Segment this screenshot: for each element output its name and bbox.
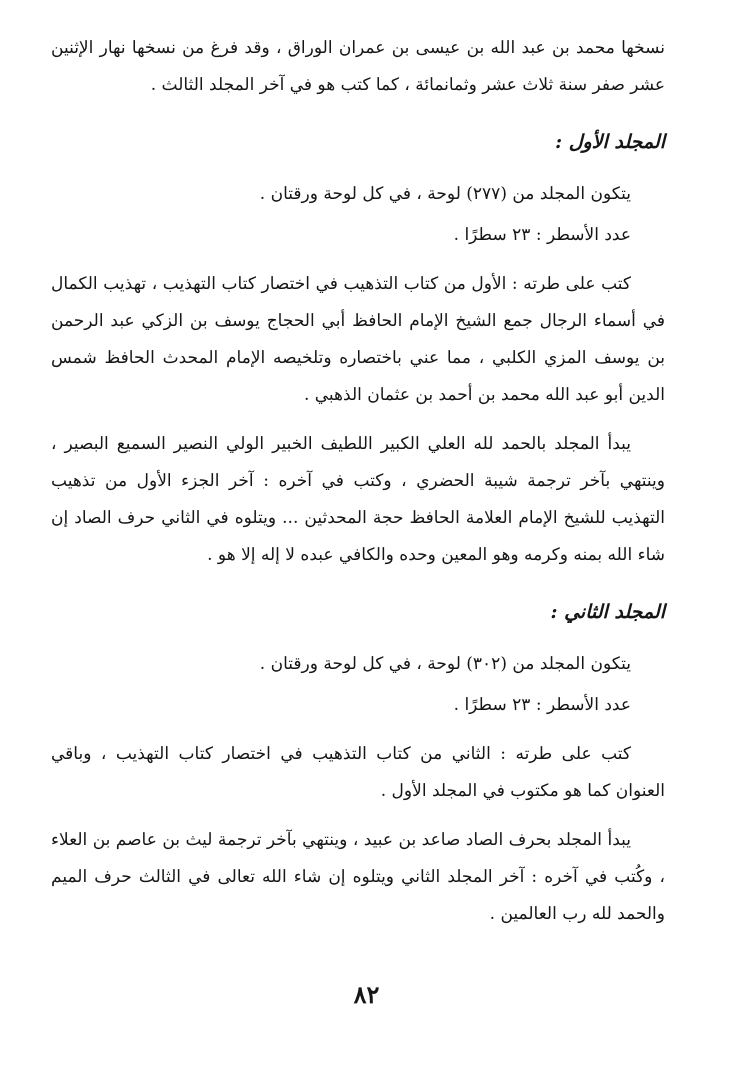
page-content bbox=[51, 30, 665, 933]
volume-2-heading: المجلد الثاني : bbox=[550, 601, 665, 623]
volume-1-lines-count: عدد الأسطر : ٢٣ سطرًا . bbox=[453, 225, 631, 245]
volume-1-content-note: يبدأ المجلد بالحمد لله العلي الكبير اللطيف الخبير الولي النصير السميع البصير ، وينتهي بآخر ترجمة شيبة الحضري ، وكتب في آخره : آخر الجزء الأول من تذهيب التهذيب للشيخ الإمام العلامة الحافظ حجة المحدثين ... ويتلوه في الثاني حرف الصاد إن شاء الله بمنه وكرمه وهو المعين وحده والكافي عبده لا إله إلا هو . bbox=[51, 434, 665, 565]
volume-1-section bbox=[51, 122, 665, 574]
intro-paragraph: نسخها محمد بن عبد الله بن عيسى بن عمران الوراق ، وقد فرغ من نسخها نهار الإثنين عشر صفر سنة ثلاث عشر وثمانمائة ، كما كتب هو في آخر المجلد الثالث . bbox=[51, 38, 665, 95]
volume-2-title-note: كتب على طرته : الثاني من كتاب التذهيب في اختصار كتاب التهذيب ، وباقي العنوان كما هو مكتوب في المجلد الأول . bbox=[51, 744, 665, 801]
volume-2-section bbox=[51, 592, 665, 933]
volume-1-composition: يتكون المجلد من (٢٧٧) لوحة ، في كل لوحة ورقتان . bbox=[259, 184, 631, 204]
volume-2-composition: يتكون المجلد من (٣٠٢) لوحة ، في كل لوحة ورقتان . bbox=[259, 654, 631, 674]
volume-1-heading: المجلد الأول : bbox=[555, 131, 665, 153]
volume-2-content-note: يبدأ المجلد بحرف الصاد صاعد بن عبيد ، وينتهي بآخر ترجمة ليث بن عاصم بن العلاء ، وكُتب في آخره : آخر المجلد الثاني ويتلوه إن شاء الله تعالى في الثالث حرف الميم والحمد لله رب العالمين . bbox=[51, 830, 665, 924]
volume-1-title-note: كتب على طرته : الأول من كتاب التذهيب في اختصار كتاب التهذيب ، تهذيب الكمال في أسماء الرجال جمع الشيخ الإمام الحافظ أبي الحجاج يوسف بن الزكي عبد الرحمن بن يوسف المزي الكلبي ، مما عني باختصاره وتلخيصه الإمام المحدث الحافظ شمس الدين أبو عبد الله محمد بن أحمد بن عثمان الذهبي . bbox=[51, 274, 665, 405]
page-number: ٨٢ bbox=[353, 980, 380, 1009]
volume-2-lines-count: عدد الأسطر : ٢٣ سطرًا . bbox=[453, 695, 631, 715]
